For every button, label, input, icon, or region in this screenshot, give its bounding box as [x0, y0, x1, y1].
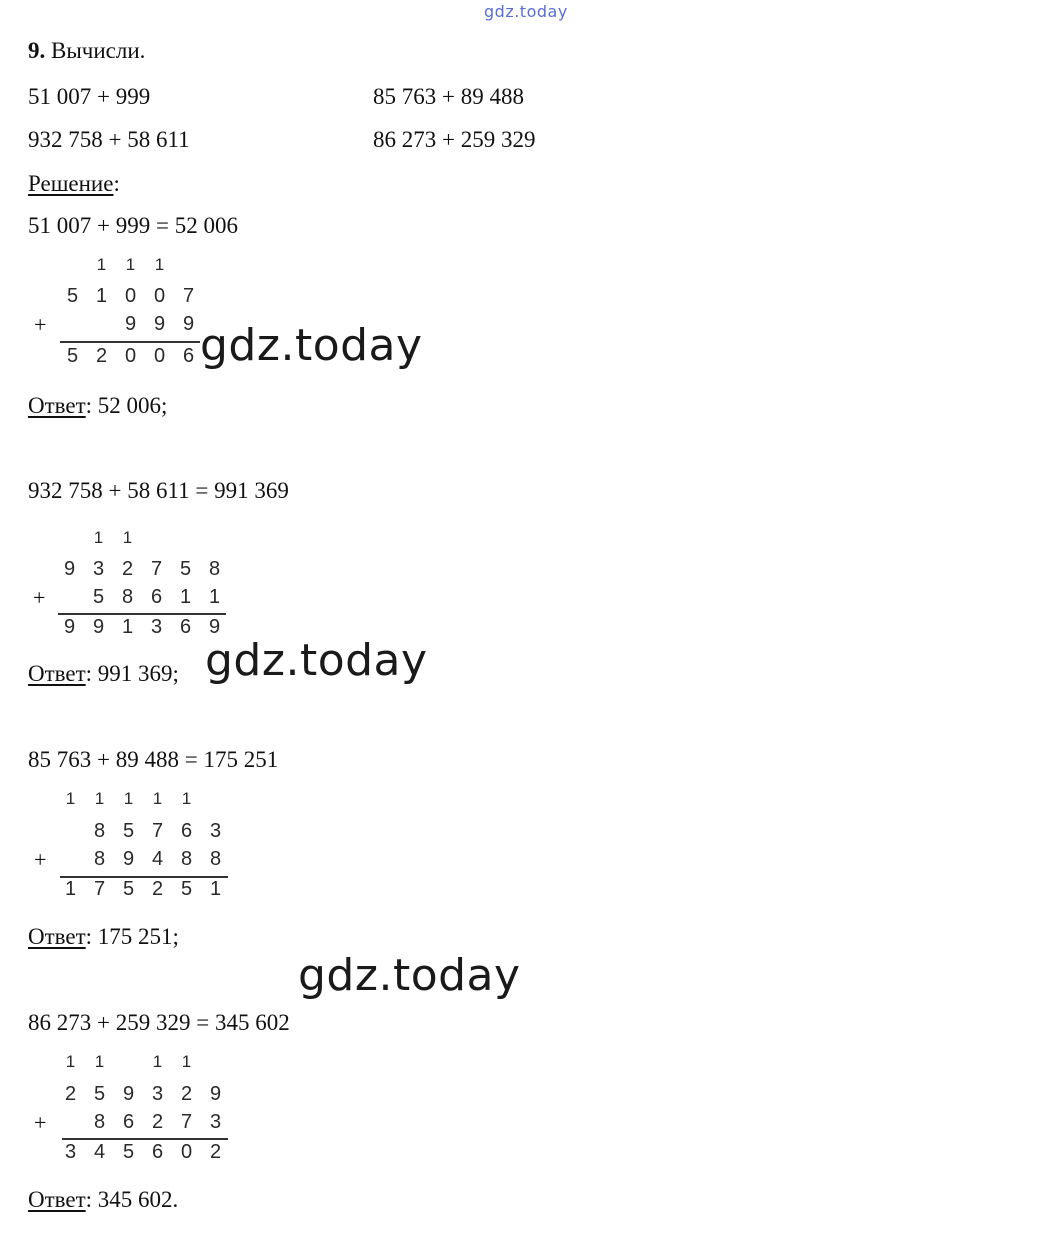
digit: 5 — [93, 1083, 106, 1105]
digit: 0 — [180, 1141, 193, 1163]
digit: 5 — [66, 345, 79, 367]
carry-digit: 1 — [65, 789, 76, 808]
sum-line — [62, 1138, 228, 1140]
digit: 9 — [122, 1083, 135, 1105]
plus-sign: + — [33, 585, 46, 610]
answer-value: : 52 006; — [85, 393, 168, 418]
watermark-top: gdz.today — [484, 2, 568, 21]
digit: 5 — [92, 586, 105, 608]
carry-digit — [201, 1052, 230, 1072]
answer-2 — [28, 661, 179, 687]
digit: 9 — [209, 1083, 222, 1105]
answer-label: Ответ — [28, 924, 86, 949]
digit: 3 — [64, 1141, 77, 1163]
example-3: 932 758 + 58 611 — [28, 127, 190, 152]
equation-2: 932 758 + 58 611 = 991 369 — [28, 478, 289, 503]
digit — [87, 313, 116, 336]
digit: 1 — [179, 586, 192, 608]
digit: 8 — [121, 586, 134, 608]
example-4: 86 273 + 259 329 — [373, 127, 536, 152]
digit: 3 — [92, 558, 105, 580]
digit: 9 — [63, 558, 76, 580]
carry-digit — [171, 528, 200, 548]
carry-digit: 1 — [181, 789, 192, 808]
addend-bottom-1 — [58, 313, 203, 336]
result-row-4 — [56, 1141, 230, 1164]
watermark: gdz.today — [200, 320, 423, 371]
example-2: 85 763 + 89 488 — [373, 84, 524, 109]
digit: 5 — [122, 878, 135, 900]
digit: 1 — [64, 878, 77, 900]
digit: 5 — [180, 878, 193, 900]
carry-row-2 — [55, 528, 229, 548]
carry-digit — [174, 255, 203, 275]
digit: 5 — [66, 285, 79, 307]
answer-value: : 175 251; — [85, 924, 179, 949]
digit: 6 — [179, 616, 192, 638]
carry-digit — [114, 1052, 143, 1072]
plus-sign: + — [34, 847, 47, 872]
carry-digit — [142, 528, 171, 548]
addend-bottom-4 — [56, 1111, 230, 1134]
equation-3: 85 763 + 89 488 = 175 251 — [28, 747, 279, 772]
digit: 9 — [182, 313, 195, 335]
digit: 8 — [93, 820, 106, 842]
addend-bottom-2 — [55, 586, 229, 609]
digit: 8 — [180, 848, 193, 870]
digit: 4 — [151, 848, 164, 870]
carry-digit: 1 — [125, 255, 136, 274]
carry-digit — [55, 528, 84, 548]
digit: 8 — [208, 558, 221, 580]
digit: 1 — [95, 285, 108, 307]
digit: 2 — [151, 1111, 164, 1133]
digit: 0 — [153, 285, 166, 307]
digit: 6 — [182, 345, 195, 367]
carry-digit — [200, 528, 229, 548]
carry-digit — [58, 255, 87, 275]
carry-row-3 — [56, 789, 230, 809]
digit: 0 — [124, 345, 137, 367]
carry-row-1 — [58, 255, 203, 275]
digit: 6 — [180, 820, 193, 842]
digit: 2 — [151, 878, 164, 900]
solution-label: Решение — [28, 171, 114, 196]
digit: 2 — [95, 345, 108, 367]
addend-top-3 — [56, 820, 230, 843]
digit: 8 — [93, 1111, 106, 1133]
digit — [56, 848, 85, 871]
answer-value: : 991 369; — [85, 661, 179, 686]
digit: 6 — [151, 1141, 164, 1163]
sum-line — [58, 613, 226, 615]
answer-label: Ответ — [28, 1187, 86, 1212]
carry-digit: 1 — [65, 1052, 76, 1071]
digit: 5 — [122, 820, 135, 842]
result-row-1 — [58, 345, 203, 368]
carry-digit: 1 — [93, 528, 104, 547]
answer-3 — [28, 924, 179, 950]
answer-label: Ответ — [28, 661, 86, 686]
digit: 9 — [153, 313, 166, 335]
digit: 9 — [63, 616, 76, 638]
digit: 9 — [124, 313, 137, 335]
digit: 4 — [93, 1141, 106, 1163]
task-header — [28, 38, 145, 64]
addend-top-1 — [58, 285, 203, 308]
digit: 3 — [150, 616, 163, 638]
digit: 1 — [121, 616, 134, 638]
digit: 0 — [153, 345, 166, 367]
digit: 7 — [93, 878, 106, 900]
digit: 2 — [180, 1083, 193, 1105]
carry-digit: 1 — [94, 789, 105, 808]
digit: 7 — [182, 285, 195, 307]
digit: 6 — [122, 1111, 135, 1133]
equation-4: 86 273 + 259 329 = 345 602 — [28, 1010, 290, 1035]
digit: 5 — [179, 558, 192, 580]
addend-bottom-3 — [56, 848, 230, 871]
digit: 1 — [208, 586, 221, 608]
carry-digit: 1 — [96, 255, 107, 274]
task-number: 9. — [28, 38, 46, 63]
digit: 2 — [64, 1083, 77, 1105]
watermark: gdz.today — [298, 950, 521, 1001]
plus-sign: + — [34, 1110, 47, 1135]
digit: 7 — [180, 1111, 193, 1133]
solution-heading: Решение: — [28, 171, 120, 196]
answer-label: Ответ — [28, 393, 86, 418]
carry-digit: 1 — [152, 789, 163, 808]
digit: 9 — [92, 616, 105, 638]
digit: 3 — [209, 1111, 222, 1133]
digit: 3 — [209, 820, 222, 842]
answer-4 — [28, 1187, 178, 1213]
digit: 5 — [122, 1141, 135, 1163]
carry-digit — [201, 789, 230, 809]
example-1: 51 007 + 999 — [28, 84, 151, 109]
sum-line — [60, 341, 200, 343]
carry-digit: 1 — [154, 255, 165, 274]
digit: 8 — [209, 848, 222, 870]
result-row-2 — [55, 616, 229, 639]
answer-value: : 345 602. — [85, 1187, 179, 1212]
watermark: gdz.today — [205, 635, 428, 686]
carry-digit: 1 — [94, 1052, 105, 1071]
digit: 3 — [151, 1083, 164, 1105]
digit: 8 — [93, 848, 106, 870]
carry-digit: 1 — [123, 789, 134, 808]
digit — [56, 1111, 85, 1134]
task-title: Вычисли. — [51, 38, 146, 63]
digit: 9 — [208, 616, 221, 638]
digit: 6 — [150, 586, 163, 608]
digit — [55, 586, 84, 609]
digit: 0 — [124, 285, 137, 307]
digit — [58, 313, 87, 336]
digit: 2 — [121, 558, 134, 580]
answer-1 — [28, 393, 167, 419]
digit: 2 — [209, 1141, 222, 1163]
digit: 7 — [150, 558, 163, 580]
addend-top-4 — [56, 1083, 230, 1106]
carry-digit: 1 — [122, 528, 133, 547]
plus-sign: + — [34, 312, 47, 337]
addend-top-2 — [55, 558, 229, 581]
digit — [56, 820, 85, 843]
carry-digit: 1 — [152, 1052, 163, 1071]
carry-row-4 — [56, 1052, 230, 1072]
carry-digit: 1 — [181, 1052, 192, 1071]
digit: 9 — [122, 848, 135, 870]
digit: 1 — [209, 878, 222, 900]
result-row-3 — [56, 878, 230, 901]
equation-1: 51 007 + 999 = 52 006 — [28, 213, 238, 238]
digit: 7 — [151, 820, 164, 842]
